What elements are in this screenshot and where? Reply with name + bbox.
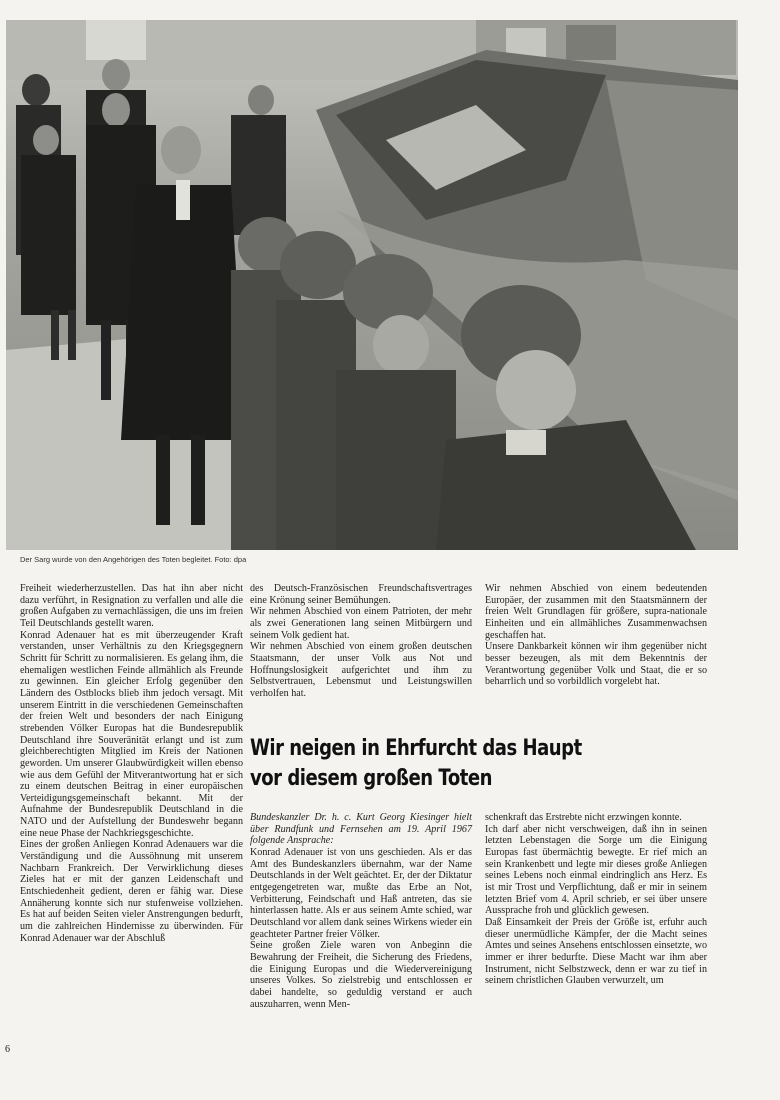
- paragraph: Unsere Dankbarkeit können wir ihm gegenüber nicht besser bezeugen, als mit dem Bekenntnis der Verantwortung gegenüber Volk und Staat, die er so beharrlich und so vorbildlich vorgelebt hat.: [485, 641, 707, 688]
- funeral-photo: [6, 20, 738, 550]
- page-number: 6: [5, 1044, 10, 1055]
- article-column-middle-bottom: [250, 812, 472, 1010]
- paragraph: Freiheit wiederherzustellen. Das hat ihn aber nicht dazu verführt, in Resignation zu verfallen und alle die großen Aufgaben zu vernachlässigen, die uns im freien Teil Deutschlands gestellt waren.: [20, 583, 243, 629]
- article-column-right-top: [485, 583, 707, 688]
- paragraph: Daß Einsamkeit der Preis der Größe ist, erfuhr auch dieser unermüdliche Kämpfer, der die Macht seines Amtes und seines Ansehens entschlossen einsetzte, wo immer er ihrer bedurfte. Diese Macht war ihm aber Instrument, nicht Selbstzweck, denn er war zu tief in seinem christlichen Glauben verwurzelt, um: [485, 916, 707, 987]
- funeral-photo-illustration: [6, 20, 738, 550]
- photo-caption: Der Sarg wurde von den Angehörigen des Toten begleitet. Foto: dpa: [20, 555, 247, 564]
- paragraph: schenkraft das Erstrebte nicht erzwingen konnte.: [485, 812, 682, 823]
- paragraph: Ich darf aber nicht verschweigen, daß ihn in seinen letzten Lebenstagen die Sorge um die Einigung Europas fast übermächtig bewegte. Er rief mich an sein Krankenbett und legte mir dieses große Anliegen seines Lebens noch einmal eindringlich ans Herz. Es ist mir Trost und Verpflichtung, daß er mir in seinem letzten Brief vom 4. April schrieb, er sei über unsere Aussprache froh und glücklich gewesen.: [485, 823, 707, 917]
- paragraph: des Deutsch-Französischen Freundschaftsvertrages eine Krönung seiner Bemühungen.: [250, 583, 472, 606]
- paragraph: Konrad Adenauer hat es mit überzeugender Kraft verstanden, unser Verhältnis zu den Kriegsgegnern Schritt für Schritt zu normalisieren. Es gelang ihm, die ehemaligen westlichen Feinde allmählich als Freunde zu gewinnen. Ein gleicher Erfolg gegenüber den Ländern des Ostblocks blieb ihm jedoch versagt. Mit unserem Eintritt in die verschiedenen Gemeinschaften der freien Welt und besonders der nach Einigung strebenden Völker Europas hat die Bundesrepublik Deutschland ihre Souveränität erlangt und ist zum gleichberechtigten Mitglied im Kreis der Nationen geworden. Um unserer Glaubwürdigkeit willen ebenso wie aus dem Gefühl der Mitverantwortung hat er sich zu einem deutschen Beitrag in einer europäischen Verteidigungsgemeinschaft bekannt. Mit der Aufnahme der Bundesrepublik Deutschland in die NATO und der Aufstellung der Bundeswehr begann eine neue Phase der Nachkriegsgeschichte.: [20, 629, 243, 839]
- headline-line-2: vor diesem großen Toten: [250, 766, 492, 791]
- speech-intro: Bundeskanzler Dr. h. c. Kurt Georg Kiesinger hielt über Rundfunk und Fernsehen am 19. April 1967 folgende Ansprache:: [250, 812, 472, 847]
- paragraph: Seine großen Ziele waren von Anbeginn die Bewahrung der Freiheit, die Sicherung des Friedens, die Einigung Europas und die Wiedervereinigung unseres Volkes. So zielstrebig und entschlossen er dabei handelte, so geduldig verstand er auch auszuharren, wenn Men-: [250, 940, 472, 1010]
- paragraph: Konrad Adenauer ist von uns geschieden. Als er das Amt des Bundeskanzlers übernahm, war der Name Deutschlands in der Welt geächtet. Er, der der Diktatur entgegengetreten war, mußte das Erbe an Not, Verbitterung, Feindschaft und Haß antreten, das sie hinterlassen hatte. Als er aus seinem Amte schied, war Deutschland vor allem dank seines Wirkens wieder ein geachteter Partner freier Völker.: [250, 846, 472, 940]
- paragraph: Wir nehmen Abschied von einem großen deutschen Staatsmann, der unser Volk aus Not und Hoffnungslosigkeit aufgerichtet und ihm zu Selbstvertrauen, Lebensmut und Leistungswillen verholfen hat.: [250, 641, 472, 699]
- article-column-right-bottom: [485, 812, 707, 987]
- article-column-middle-top: [250, 583, 472, 700]
- headline-line-1: Wir neigen in Ehrfurcht das Haupt: [250, 736, 582, 761]
- paragraph: Eines der großen Anliegen Konrad Adenauers war die Verständigung und die Aussöhnung mit unserem Nachbarn Frankreich. Der Verwirklichung dieses Zieles hat er mit der ganzen Leidenschaft und Entschiedenheit gedient, deren er fähig war. Diese Annäherung konnte sich nur stufenweise vollziehen. Es hat auf beiden Seiten vieler Anstrengungen bedurft, um die zahlreichen Hindernisse zu überwinden. Für Konrad Adenauer war der Abschluß: [20, 839, 243, 944]
- article-column-left: [20, 583, 243, 944]
- paragraph: Wir nehmen Abschied von einem Patrioten, der mehr als zwei Generationen lang seinen Mitbürgern und seinem Volk gedient hat.: [250, 606, 472, 641]
- paragraph: Wir nehmen Abschied von einem bedeutenden Europäer, der zusammen mit den Staatsmännern der freien Welt Grundlagen für größere, supra-nationale Einheiten und ein allmähliches Zusammenwachsen geschaffen hat.: [485, 583, 707, 641]
- article-headline: [250, 734, 644, 794]
